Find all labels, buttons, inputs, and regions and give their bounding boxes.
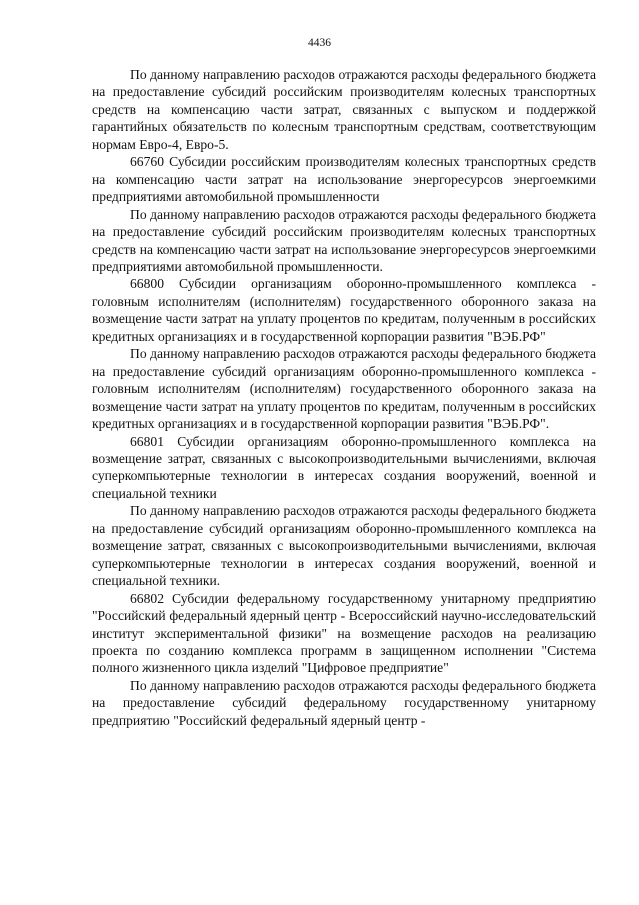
document-body [92, 66, 596, 729]
paragraph-description-66802: По данному направлению расходов отражаются расходы федерального бюджета на предоставление субсидий федеральному государственному унитарному предприятию "Российский федеральный ядерный центр - [92, 677, 596, 728]
paragraph-code-66801: 66801 Субсидии организациям оборонно-промышленного комплекса на возмещение затрат, связанных с высокопроизводительными вычислениями, включая суперкомпьютерные технологии в интересах создания вооружений, военной и специальной техники [92, 433, 596, 501]
paragraph-description-66801: По данному направлению расходов отражаются расходы федерального бюджета на предоставление субсидий организациям оборонно-промышленного комплекса на возмещение затрат, связанных с высокопроизводительными вычислениями, включая суперкомпьютерные технологии в интересах создания вооружений, военной и специальной техники. [92, 503, 596, 589]
paragraph-code-66802: 66802 Субсидии федеральному государственному унитарному предприятию "Российский федеральный ядерный центр - Всероссийский научно-исследовательский институт экспериментальной физики" на возмещение расходов на реализацию проекта по созданию комплекса программ в защищенном исполнении "Система полного жизненного цикла изделий "Цифровое предприятие" [92, 590, 596, 676]
paragraph-description-66760: По данному направлению расходов отражаются расходы федерального бюджета на предоставление субсидий российским производителям колесных транспортных средств на компенсацию части затрат на использование энергоресурсов энергоемкими предприятиями автомобильной промышленности. [92, 206, 596, 274]
paragraph-description-euro-norms: По данному направлению расходов отражаются расходы федерального бюджета на предоставление субсидий российским производителям колесных транспортных средств на компенсацию части затрат, связанных с выпуском и поддержкой гарантийных обязательств по колесным транспортным средствам, соответствующим нормам Евро-4, Евро-5. [92, 67, 596, 152]
page-number: 4436 [308, 37, 331, 49]
paragraph-code-66760: 66760 Субсидии российским производителям колесных транспортных средств на компенсацию части затрат на использование энергоресурсов энергоемкими предприятиями автомобильной промышленности [92, 154, 596, 205]
paragraph-description-66800: По данному направлению расходов отражаются расходы федерального бюджета на предоставление субсидий организациям оборонно-промышленного комплекса - головным исполнителям (исполнителям) государственного оборонного заказа на возмещение части затрат на уплату процентов по кредитам, полученным в российских кредитных организациях и в государственной корпорации развития "ВЭБ.РФ". [92, 346, 596, 432]
paragraph-code-66800: 66800 Субсидии организациям оборонно-промышленного комплекса - головным исполнителям (исполнителям) государственного оборонного заказа на возмещение части затрат на уплату процентов по кредитам, полученным в российских кредитных организациях и в государственной корпорации развития "ВЭБ.РФ" [92, 276, 596, 344]
